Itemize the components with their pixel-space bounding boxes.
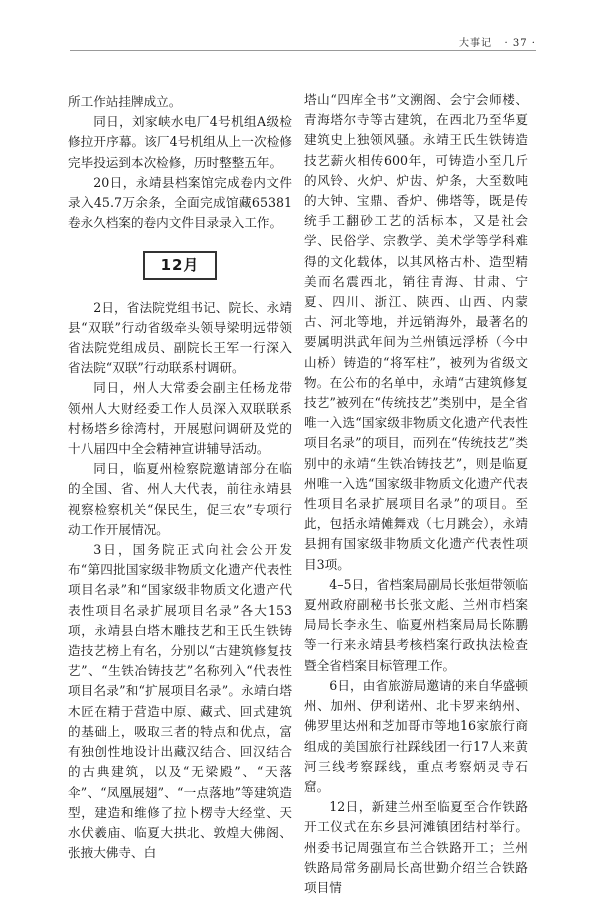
paragraph: 6日，由省旅游局邀请的来自华盛顿州、加州、伊利诺州、北卡罗来纳州、佛罗里达州和芝加哥市等地16家旅行商组成的美国旅行社踩线团一行17人来黄河三线考察踩线，重点考察炳灵寺石窟。 [304, 677, 528, 794]
header-rule [70, 50, 536, 51]
section-title: 大事记 [459, 38, 492, 49]
paragraph: 20日，永靖县档案馆完成卷内文件录入45.7万余条，全面完成馆藏65381卷永久档案的卷内文件目录录入工作。 [68, 174, 292, 231]
paragraph: 2日，省法院党组书记、院长、永靖县“双联”行动省级牵头领导梁明远带领省法院党组成员、副院长王军一行深入省法院“双联”行动联系村调研。 [68, 299, 292, 376]
running-header [116, 34, 536, 49]
right-column [304, 90, 528, 898]
paragraph: 同日，州人大常委会副主任杨龙带领州人大财经委工作人员深入双联联系村杨塔乡徐湾村，开展慰问调研及党的十八届四中全会精神宣讲辅导活动。 [68, 380, 292, 457]
paragraph: 同日，刘家峡水电厂4号机组A级检修拉开序幕。该厂4号机组从上一次检修完毕投运到本次检修，历时整整五年。 [68, 114, 292, 170]
month-label: 12月 [143, 251, 218, 279]
paragraph: 塔山“四库全书”文溯阁、会宁会师楼、青海塔尔寺等古建筑，在西北乃至华夏建筑史上独领风骚。永靖王氏生铁铸造技艺薪火相传600年，可铸造小至几斤的风铃、火炉、炉齿、炉条，大至数吨的大钟、宝鼎、香炉、佛塔等，既是传统手工翻砂工艺的活标本，又是社会学、民俗学、宗教学、美术学等学科难得的文化载体，以其风格古朴、造型精美而名震西北，销往青海、甘肃、宁夏、四川、浙江、陕西、山西、内蒙古、河北等地，并远销海外，最著名的要属明洪武年间为兰州镇远浮桥（今中山桥）铸造的“将军柱”，被列为省级文物。在公布的名单中，永靖“古建筑修复技艺”被列在“传统技艺”类别中，是全省唯一入选“国家级非物质文化遗产代表性项目名录”的项目，而列在“传统技艺”类别中的永靖“生铁冶铸技艺”，则是临夏州唯一入选“国家级非物质文化遗产代表性项目名录扩展项目名录”的项目。至此，包括永靖傩舞戏（七月跳会），永靖县拥有国家级非物质文化遗产代表性项目3项。 [304, 92, 528, 572]
page-number: · 37 · [504, 38, 536, 49]
paragraph: 同日，临夏州检察院邀请部分在临的全国、省、州人大代表，前往永靖县视察检察机关“保民生，促三农”专项行动工作开展情况。 [68, 461, 292, 537]
paragraph: 3日，国务院正式向社会公开发布“第四批国家级非物质文化遗产代表性项目名录”和“国家级非物质文化遗产代表性项目名录扩展项目名录”各大153项，永靖县白塔木雕技艺和王氏生铁铸造技艺榜上有名，分别以“古建筑修复技艺”、“生铁冶铸技艺”名称列入“代表性项目名录”和“扩展项目名录”。永靖白塔木匠在精于营造中原、藏式、回式建筑的基础上，吸取三者的特点和优点，富有独创性地设计出藏汉结合、回汉结合的古典建筑，以及“无梁殿”、“天落伞”、“凤凰展翅”、“一点落地”等建筑造型，建造和维修了拉卜楞寺大经堂、天水伏羲庙、临夏大拱北、敦煌大佛阁、张掖大佛寺、白 [68, 542, 292, 861]
month-heading [68, 251, 292, 279]
paragraph: 12日，新建兰州至临夏至合作铁路开工仪式在东乡县河滩镇团结村举行。州委书记周强宣布兰合铁路开工；兰州铁路局常务副局长高世勤介绍兰合铁路项目情 [304, 799, 528, 895]
paragraph: 所工作站挂牌成立。 [68, 94, 182, 109]
left-column [68, 92, 292, 863]
paragraph: 4–5日，省档案局副局长张烜带领临夏州政府副秘书长张文彪、兰州市档案局局长李永生、临夏州档案局局长陈鹏等一行来永靖县考核档案行政执法检查暨全省档案目标管理工作。 [304, 576, 528, 673]
